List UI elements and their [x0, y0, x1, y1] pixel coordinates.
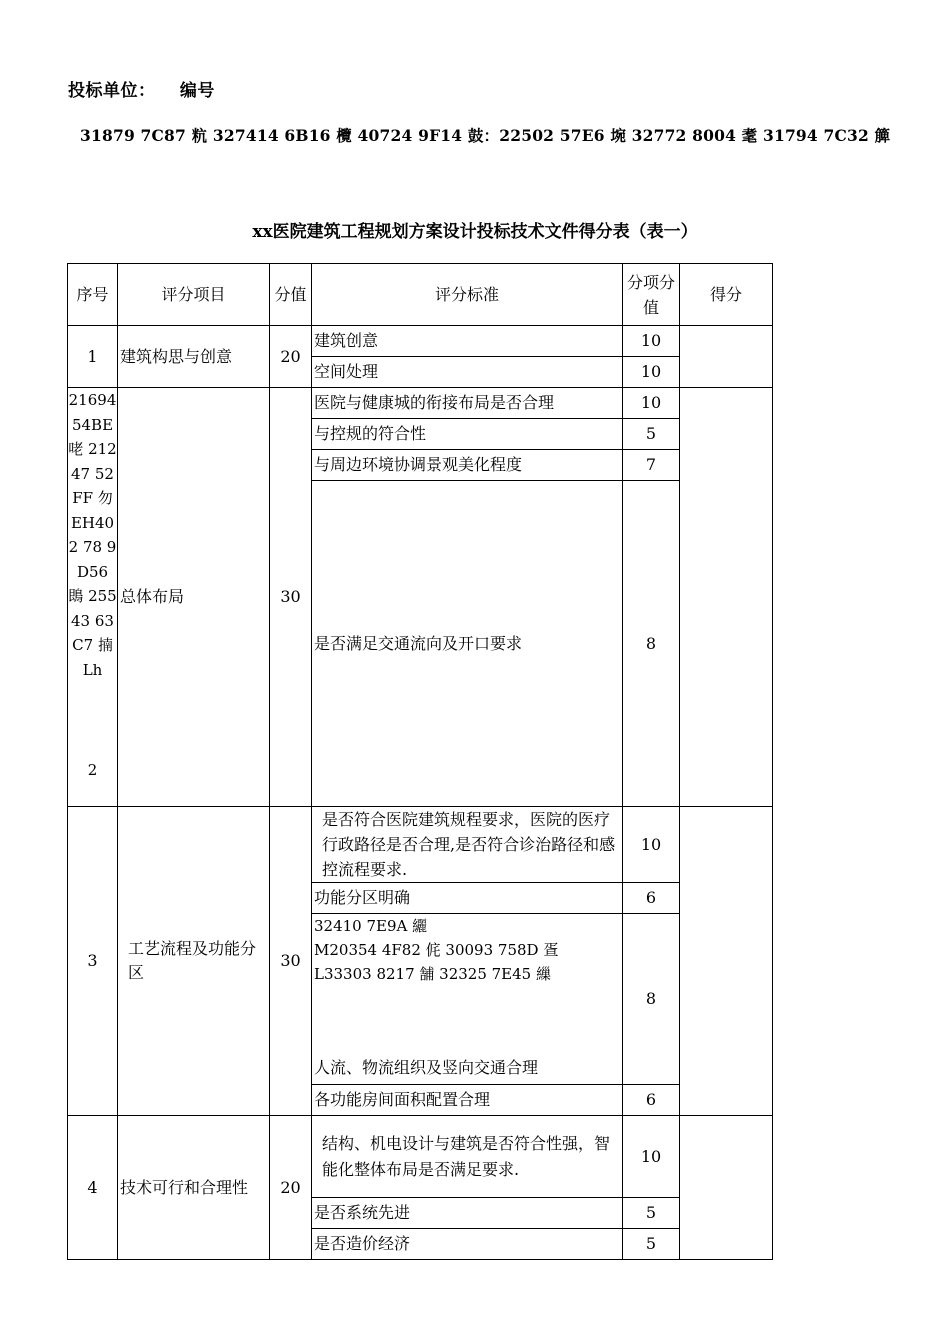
group1-seq: 1	[68, 326, 118, 388]
group4-subvalue-2: 5	[623, 1198, 680, 1229]
bidder-header	[68, 76, 233, 101]
group1-subvalue-1: 10	[623, 326, 680, 357]
group1-item: 建筑构思与创意	[118, 326, 270, 388]
group2-score-cell	[680, 388, 773, 807]
table-row	[68, 388, 773, 419]
group2-subvalue-2: 5	[623, 419, 680, 450]
score-table	[67, 263, 773, 1260]
group4-subvalue-3: 5	[623, 1229, 680, 1260]
group3-item: 工艺流程及功能分区	[118, 807, 270, 1116]
group3-standard-2: 功能分区明确	[312, 883, 623, 914]
header-sub-value: 分项分值	[623, 264, 680, 326]
group2-standard-3: 与周边环境协调景观美化程度	[312, 450, 623, 481]
group4-subvalue-1: 10	[623, 1116, 680, 1198]
group2-standard-1: 医院与健康城的衔接布局是否合理	[312, 388, 623, 419]
group3-value: 30	[270, 807, 312, 1116]
group2-seq	[68, 388, 118, 807]
header-score: 得分	[680, 264, 773, 326]
table-row	[68, 807, 773, 883]
group2-subvalue-4: 8	[623, 481, 680, 807]
group4-item: 技术可行和合理性	[118, 1116, 270, 1260]
bidder-unit-label: 投标单位：	[68, 81, 156, 101]
header-value: 分值	[270, 264, 312, 326]
group3-standard-3	[312, 914, 623, 1085]
group3-standard-4: 各功能房间面积配置合理	[312, 1085, 623, 1116]
group3-seq: 3	[68, 807, 118, 1116]
group2-subvalue-1: 10	[623, 388, 680, 419]
header-item: 评分项目	[118, 264, 270, 326]
group2-seq-garble: 21694 54BE 咾 21247 52FF 勿 EH402 78 9D56 鵖 25543 63C7 揇Lh	[68, 391, 117, 679]
group2-standard-2: 与控规的符合性	[312, 419, 623, 450]
table-row	[68, 326, 773, 357]
group4-standard-1: 结构、机电设计与建筑是否符合性强，智能化整体布局是否满足要求.	[312, 1116, 623, 1198]
group4-standard-2: 是否系统先进	[312, 1198, 623, 1229]
group3-subvalue-3: 8	[623, 914, 680, 1085]
group4-standard-3: 是否造价经济	[312, 1229, 623, 1260]
group1-subvalue-2: 10	[623, 357, 680, 388]
group4-score-cell	[680, 1116, 773, 1260]
group3-subvalue-2: 6	[623, 883, 680, 914]
group3-standard-1: 是否符合医院建筑规程要求，医院的医疗行政路径是否合理,是否符合诊治路径和感控流程要求.	[312, 807, 623, 883]
group2-value: 30	[270, 388, 312, 807]
group2-standard-4: 是否满足交通流向及开口要求	[312, 481, 623, 807]
group4-value: 20	[270, 1116, 312, 1260]
group3-subvalue-1: 10	[623, 807, 680, 883]
bidder-number-label: 编号	[179, 81, 215, 101]
header-seq: 序号	[68, 264, 118, 326]
group3-score-cell	[680, 807, 773, 1116]
group1-standard-1: 建筑创意	[312, 326, 623, 357]
table-row	[68, 1116, 773, 1198]
group3-garble-2: M20354 4F82 侂 30093 758D 疍	[314, 941, 559, 959]
group2-seq-number: 2	[87, 761, 98, 779]
group1-value: 20	[270, 326, 312, 388]
header-standard: 评分标准	[312, 264, 623, 326]
group3-garble-1: 32410 7E9A 纚	[314, 917, 428, 935]
document-title: xx医院建筑工程规划方案设计投标技术文件得分表（表一）	[252, 222, 698, 242]
group2-subvalue-3: 7	[623, 450, 680, 481]
group3-standard-3-text: 人流、物流组织及竖向交通合理	[314, 1058, 539, 1077]
group2-item: 总体布局	[118, 388, 270, 807]
group3-garble-3: L33303 8217 舗 32325 7E45 繅	[314, 965, 551, 983]
group1-score-cell	[680, 326, 773, 388]
code-line: 31879 7C87 粇 327414 6B16 欖 40724 9F14 鼓：22502 57E6 埦 32772 8004 耄 31794 7C32 簲	[80, 126, 891, 145]
group3-subvalue-4: 6	[623, 1085, 680, 1116]
group4-seq: 4	[68, 1116, 118, 1260]
group1-standard-2: 空间处理	[312, 357, 623, 388]
table-header-row	[68, 264, 773, 326]
